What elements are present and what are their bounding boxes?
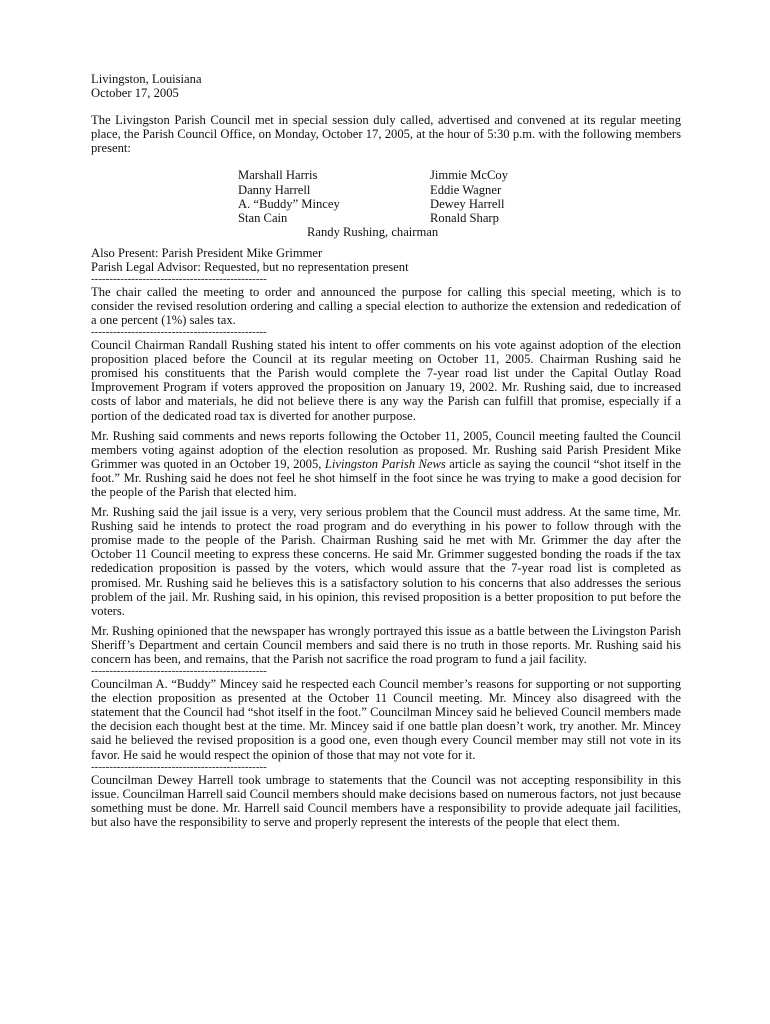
publication-name: Livingston Parish News <box>324 456 446 471</box>
member-name: Jimmie McCoy <box>430 168 509 183</box>
member-name: Dewey Harrell <box>430 196 505 211</box>
members-column-left <box>238 168 340 224</box>
paragraph-rushing-3: Mr. Rushing said the jail issue is a very, very serious problem that the Council must address. At the same time, Mr. Rushing said he intends to protect the road program and do everything in his power to follow through with the promise made to the people of the Parish. Chairman Rushing said he met with Mr. Grimmer the day after the October 11 Council meeting to express these concerns. He said Mr. Grimmer suggested bonding the roads if the tax rededication proposition is passed by the voters, which would assure that the 7-year road list is completed as promised. Mr. Rushing said he believes this is a satisfactory solution to his concerns that also addresses the serious problem of the jail. Mr. Rushing said, in his opinion, this revised proposition is a better proposition to put before the voters. <box>91 505 681 618</box>
header-date: October 17, 2005 <box>91 86 179 101</box>
paragraph-call-to-order: The chair called the meeting to order and announced the purpose for calling this special meeting, which is to consider the revised resolution ordering and calling a special election to authorize the extension and rededication of a one percent (1%) sales tax. <box>91 284 681 327</box>
paragraph-harrell: Councilman Dewey Harrell took umbrage to statements that the Council was not accepting responsibility in this issue. Councilman Harrell said Council members should make decisions based on numerous factors, not just because something must be done. Mr. Harrell said Council members have a responsibility to provide adequate jail facilities, but also have the responsibility to serve and properly represent the interests of the people that elect them. <box>91 772 681 829</box>
section-divider: ------------------------------------------------ <box>91 666 267 678</box>
paragraph-rushing-2-after: article as saying the council “shot itself in the foot.” Mr. Rushing said he does not feel he shot himself in the foot since he was trying to make a good decision for the people of the Parish that elected him. <box>91 456 682 499</box>
paragraph-rushing-1: Council Chairman Randall Rushing stated his intent to offer comments on his vote against adoption of the election proposition placed before the Council at its regular meeting on October 11, 2005. Chairman Rushing said he promised his constituents that the Parish would complete the 7-year road list under the Capital Outlay Road Improvement Program if voters approved the proposition on January 19, 2002. Mr. Rushing said, due to increased costs of labor and materials, he did not believe there is any way the Parish can fulfill that promise, especially if a portion of the dedicated road tax is diverted for another purpose. <box>91 338 681 423</box>
member-name: Stan Cain <box>238 210 288 225</box>
chairman-name: Randy Rushing, chairman <box>307 225 439 240</box>
member-name: A. “Buddy” Mincey <box>238 196 340 211</box>
minutes-document <box>91 72 681 829</box>
header-location: Livingston, Louisiana <box>91 72 202 86</box>
paragraph-rushing-2 <box>91 429 681 499</box>
spacer <box>91 100 681 113</box>
section-divider: ------------------------------------------------ <box>91 327 267 339</box>
intro-paragraph: The Livingston Parish Council met in special session duly called, advertised and convened at its regular meeting place, the Parish Council Office, on Monday, October 17, 2005, at the hour of 5:30 p.m. with the following members present: <box>91 113 681 156</box>
section-divider: ------------------------------------------------ <box>91 761 267 773</box>
paragraph-rushing-4: Mr. Rushing opinioned that the newspaper has wrongly portrayed this issue as a battle between the Livingston Parish Sheriff’s Department and certain Council members and said there is no truth in those reports. Mr. Rushing said his concern has been, and remains, that the Parish not sacrifice the road program to fund a jail facility. <box>91 623 681 666</box>
paragraph-rushing-2-before: Mr. Rushing said comments and news reports following the October 11, 2005, Council meeting faulted the Council members voting against adoption of the election resolution as proposed. Mr. Rushing said Parish President Mike Grimmer was quoted in an October 19, 2005, <box>91 428 681 471</box>
member-name: Marshall Harris <box>238 168 318 183</box>
member-name: Ronald Sharp <box>430 210 499 225</box>
paragraph-mincey: Councilman A. “Buddy” Mincey said he respected each Council member’s reasons for supporting or not supporting the election proposition as presented at the October 11 Council meeting. Mr. Mincey also disagreed with the statement that the Council had “shot itself in the foot.” Councilman Mincey said he believed Council members made the decision each thought best at the time. Mr. Mincey said if one battle plan doesn’t work, try another. Mr. Mincey said he believed the revised proposition is a good one, even though every Council member may still not vote in its favor. He said he would respect the opinion of those that may not vote for it. <box>91 677 681 762</box>
members-list <box>91 168 681 225</box>
spacer <box>91 155 681 168</box>
member-name: Eddie Wagner <box>430 182 502 197</box>
legal-advisor: Parish Legal Advisor: Requested, but no representation present <box>91 259 409 274</box>
members-column-right <box>430 168 508 224</box>
section-divider: ------------------------------------------------ <box>91 273 267 285</box>
member-name: Danny Harrell <box>238 182 311 197</box>
also-present: Also Present: Parish President Mike Grimmer <box>91 245 323 260</box>
